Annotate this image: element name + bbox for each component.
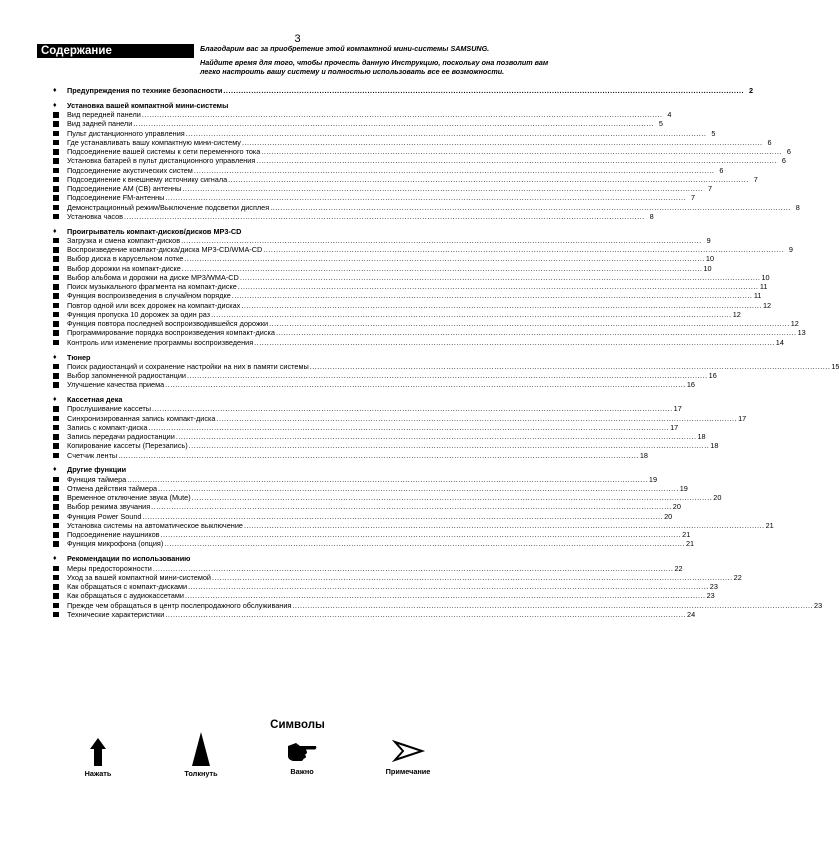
- toc-entry-label: Выбор режима звучания: [67, 502, 151, 512]
- toc-entry-label: Вид передней панели: [67, 110, 141, 120]
- toc-entry-label: Установка вашей компактной мини-системы: [67, 100, 229, 110]
- toc-page-number: 16: [708, 371, 717, 381]
- toc-entry: [53, 572, 742, 582]
- toc-entry: [53, 272, 770, 282]
- toc-leader-dots: ..............................................................................................................................................................................................................: [184, 591, 706, 601]
- toc-entry: [53, 202, 800, 212]
- toc-entry: [53, 211, 654, 221]
- page-number: 3: [294, 33, 301, 45]
- toc-entry-label: Как обращаться с компакт-дисками: [67, 582, 188, 592]
- toc-entry: [53, 441, 719, 451]
- toc-entry-label: Меры предосторожности: [67, 563, 152, 573]
- toc-page-number: 18: [697, 432, 706, 442]
- toc-section: [53, 395, 747, 460]
- intro-thanks: Благодарим вас за приобретение этой компактной мини-системы SAMSUNG.: [200, 44, 490, 53]
- toc-entry-label: Поиск музыкального фрагмента на компакт-диске: [67, 282, 237, 292]
- toc-page-number: 18: [710, 441, 719, 451]
- toc-page-number: 12: [790, 319, 799, 329]
- toc-entry: [53, 235, 711, 245]
- toc-leader-dots: ..............................................................................................................................................................................................................: [188, 441, 710, 451]
- toc-leader-dots: ..............................................................................................................................................................................................................: [118, 450, 639, 460]
- toc-entry: [53, 380, 695, 390]
- toc-page-number: 8: [649, 211, 654, 221]
- toc-page-number: 11: [753, 291, 762, 301]
- toc-entry-label: Пульт дистанционного управления: [67, 128, 185, 138]
- toc-entry-label: Функция Power Sound: [67, 511, 142, 521]
- toc-leader-dots: ..............................................................................................................................................................................................................: [127, 474, 648, 484]
- toc-entry: [53, 404, 682, 414]
- toc-leader-dots: ..............................................................................................................................................................................................................: [165, 380, 686, 390]
- toc-entry-label: Запись передачи радиостанции: [67, 432, 175, 442]
- toc-entry-label: Копирование кассеты (Перезапись): [67, 441, 188, 451]
- press-arrow-icon: [87, 737, 109, 767]
- toc-page-number: 22: [733, 572, 742, 582]
- diamond-bullet-icon: ♦: [53, 466, 57, 474]
- toc-heading: [53, 86, 754, 95]
- toc-page-number: 12: [732, 309, 741, 319]
- toc-entry: [53, 300, 772, 310]
- toc-heading: [53, 227, 445, 236]
- toc-page-number: 18: [639, 450, 648, 460]
- page-title: Содержание: [37, 44, 194, 58]
- toc-heading: [53, 395, 445, 404]
- square-bullet-icon: [53, 380, 63, 391]
- toc-entry: [53, 319, 799, 329]
- toc-page-number: 7: [690, 193, 696, 203]
- toc-leader-dots: ..............................................................................................................................................................................................................: [151, 502, 672, 512]
- toc-entry-label: Рекомендации по использованию: [67, 554, 191, 564]
- toc-leader-dots: ..............................................................................................................................................................................................................: [141, 110, 663, 120]
- toc-page-number: 13: [797, 328, 806, 338]
- toc-leader-dots: ..............................................................................................................................................................................................................: [148, 422, 670, 432]
- toc-section: [53, 86, 754, 95]
- toc-heading: [53, 353, 445, 362]
- toc-entry: [53, 582, 718, 592]
- toc-leader-dots: ..............................................................................................................................................................................................................: [160, 530, 682, 540]
- toc-leader-dots: ..............................................................................................................................................................................................................: [292, 600, 814, 610]
- toc-heading: [53, 101, 445, 110]
- toc-leader-dots: ..............................................................................................................................................................................................................: [263, 245, 784, 255]
- toc-page-number: 12: [762, 300, 772, 310]
- toc-page-number: 10: [761, 272, 770, 282]
- toc-entry-label: Подсоединение акустических систем: [67, 165, 193, 175]
- toc-entry-label: Контроль или изменение программы воспроизведения: [67, 337, 254, 347]
- toc-page-number: 5: [711, 128, 716, 138]
- diamond-bullet-icon: ♦: [53, 555, 57, 563]
- toc-entry-label: Выбор альбома и дорожки на диске MP3/WMA-CD: [67, 272, 239, 282]
- toc-entry: [53, 432, 706, 442]
- toc-entry: [53, 254, 715, 264]
- toc-page-number: 6: [767, 137, 772, 147]
- toc-entry: [53, 137, 772, 147]
- toc-entry: [53, 291, 762, 301]
- toc-page-number: 21: [682, 530, 691, 540]
- toc-leader-dots: ..............................................................................................................................................................................................................: [275, 328, 797, 338]
- toc-entry: [53, 413, 747, 423]
- toc-leader-dots: ..............................................................................................................................................................................................................: [241, 300, 762, 310]
- toc-page-number: 19: [679, 483, 688, 493]
- toc-entry: [53, 591, 715, 601]
- pointing-hand-icon: [286, 740, 318, 762]
- toc-section: [53, 226, 806, 347]
- toc-page-number: 20: [664, 511, 673, 521]
- toc-entry-label: Прослушивание кассеты: [67, 404, 151, 414]
- symbol-push: [176, 731, 226, 778]
- toc-entry: [53, 147, 791, 157]
- intro-instructions: Найдите время для того, чтобы прочесть данную Инструкцию, поскольку она позволит вам легко настроить вашу систему и полностью использовать все ее возможности.: [200, 58, 549, 76]
- toc-entry: [53, 128, 716, 138]
- toc-leader-dots: ..............................................................................................................................................................................................................: [188, 582, 709, 592]
- toc-section: [53, 100, 800, 221]
- toc-entry-label: Подсоединение наушников: [67, 530, 160, 540]
- toc-entry: [53, 337, 784, 347]
- toc-leader-dots: ..............................................................................................................................................................................................................: [185, 128, 707, 138]
- toc-entry-label: Установка часов: [67, 211, 124, 221]
- toc-entry-label: Демонстрационный режим/Выключение подсветки дисплея: [67, 202, 270, 212]
- toc-page-number: 5: [658, 119, 663, 129]
- symbol-important: [279, 740, 325, 776]
- toc-entry-label: Установка батарей в пульт дистанционного управления: [67, 156, 256, 166]
- toc-entry-label: Предупреждения по технике безопасности: [67, 86, 223, 95]
- toc-page-number: 6: [786, 147, 791, 157]
- toc-leader-dots: ..............................................................................................................................................................................................................: [211, 309, 732, 319]
- symbols-title: Символы: [270, 719, 325, 731]
- toc-page-number: 17: [670, 422, 679, 432]
- square-bullet-icon: [53, 610, 63, 621]
- toc-entry: [53, 110, 672, 120]
- toc-page-number: 6: [781, 156, 786, 166]
- diamond-bullet-icon: ♦: [53, 396, 57, 404]
- toc-entry-label: Функция таймера: [67, 474, 127, 484]
- toc-section: [53, 554, 823, 619]
- toc-entry: [53, 530, 691, 540]
- toc-entry-label: Тюнер: [67, 352, 91, 362]
- toc-leader-dots: ..............................................................................................................................................................................................................: [256, 156, 777, 166]
- toc-entry-label: Функция воспроизведения в случайном порядке: [67, 291, 231, 301]
- toc-page-number: 23: [814, 600, 823, 610]
- toc-leader-dots: ..............................................................................................................................................................................................................: [152, 404, 673, 414]
- toc-leader-dots: ..............................................................................................................................................................................................................: [231, 291, 753, 301]
- toc-leader-dots: ..............................................................................................................................................................................................................: [175, 432, 697, 442]
- toc-leader-dots: ..............................................................................................................................................................................................................: [223, 86, 745, 95]
- diamond-bullet-icon: ♦: [53, 87, 57, 94]
- toc-heading: [53, 465, 445, 474]
- toc-leader-dots: ..............................................................................................................................................................................................................: [239, 272, 761, 282]
- toc-leader-dots: ..............................................................................................................................................................................................................: [165, 193, 687, 203]
- toc-page-number: 16: [686, 380, 695, 390]
- toc-page-number: 14: [775, 337, 784, 347]
- push-triangle-icon: [190, 731, 212, 767]
- toc-page-number: 23: [709, 582, 718, 592]
- toc-entry-label: Проигрыватель компакт-дисков/дисков MP3-CD: [67, 226, 242, 236]
- toc-page-number: 9: [706, 235, 711, 245]
- toc-entry: [53, 483, 688, 493]
- toc-entry: [53, 474, 658, 484]
- toc-leader-dots: ..............................................................................................................................................................................................................: [187, 371, 708, 381]
- toc-entry-label: Подсоединение к внешнему источнику сигнала: [67, 174, 228, 184]
- toc-entry-label: Запись с компакт-диска: [67, 422, 148, 432]
- toc-entry: [53, 450, 648, 460]
- toc-leader-dots: ..............................................................................................................................................................................................................: [142, 511, 664, 521]
- toc-entry-label: Подсоединение FM-антенны: [67, 193, 165, 203]
- toc-page-number: 20: [672, 502, 681, 512]
- toc-leader-dots: ..............................................................................................................................................................................................................: [237, 282, 759, 292]
- toc-page-number: 22: [674, 563, 683, 573]
- toc-leader-dots: ..............................................................................................................................................................................................................: [152, 563, 674, 573]
- toc-entry: [53, 511, 673, 521]
- square-bullet-icon: [53, 451, 63, 462]
- symbol-important-label: Важно: [290, 767, 314, 776]
- toc-entry-label: Другие функции: [67, 465, 127, 475]
- toc-leader-dots: ..............................................................................................................................................................................................................: [216, 413, 738, 423]
- toc-entry-label: Отмена действия таймера: [67, 483, 158, 493]
- toc-entry: [53, 165, 724, 175]
- toc-entry: [53, 309, 741, 319]
- toc-page-number: 9: [788, 245, 793, 255]
- toc-leader-dots: ..............................................................................................................................................................................................................: [193, 165, 715, 175]
- toc-entry: [53, 422, 679, 432]
- toc-leader-dots: ..............................................................................................................................................................................................................: [184, 254, 705, 264]
- toc-entry-label: Программирование порядка воспроизведения компакт-диска: [67, 328, 275, 338]
- symbol-press: [72, 737, 124, 778]
- toc-entry-label: Вид задней панели: [67, 119, 133, 129]
- toc-entry-label: Кассетная дека: [67, 395, 123, 405]
- toc-entry: [53, 563, 683, 573]
- toc-entry-label: Временное отключение звука (Mute): [67, 493, 191, 503]
- note-arrow-icon: [393, 740, 423, 762]
- title-rule: [37, 57, 194, 58]
- toc-page-number: 7: [707, 184, 713, 194]
- toc-leader-dots: ..............................................................................................................................................................................................................: [158, 483, 679, 493]
- toc-page-number: 17: [673, 404, 682, 414]
- symbol-note-label: Примечание: [385, 767, 431, 776]
- toc-leader-dots: ..............................................................................................................................................................................................................: [181, 263, 703, 273]
- toc-leader-dots: ..............................................................................................................................................................................................................: [228, 174, 749, 184]
- toc-entry-label: Где устанавливать вашу компактную мини-систему: [67, 137, 241, 147]
- toc-section: [53, 352, 839, 390]
- toc-entry: [53, 609, 696, 619]
- toc-entry-label: Функция пропуска 10 дорожек за один раз: [67, 309, 211, 319]
- toc-entry: [53, 156, 786, 166]
- toc-entry: [53, 193, 696, 203]
- toc-page-number: 23: [706, 591, 715, 601]
- square-bullet-icon: [53, 539, 63, 550]
- toc-leader-dots: ..............................................................................................................................................................................................................: [133, 119, 654, 129]
- diamond-bullet-icon: ♦: [53, 353, 57, 361]
- toc-page-number: 6: [719, 165, 724, 175]
- toc-entry: [53, 361, 839, 371]
- toc-leader-dots: ..............................................................................................................................................................................................................: [269, 319, 790, 329]
- toc-entry: [53, 282, 768, 292]
- toc-page-number: 8: [795, 202, 800, 212]
- diamond-bullet-icon: ♦: [53, 101, 57, 109]
- toc-leader-dots: ..............................................................................................................................................................................................................: [181, 235, 702, 245]
- toc-page-number: 19: [648, 474, 658, 484]
- square-bullet-icon: [53, 338, 63, 349]
- toc-entry-label: Подсоединение вашей системы к сети переменного тока: [67, 147, 261, 157]
- toc-leader-dots: ..............................................................................................................................................................................................................: [182, 184, 704, 194]
- toc-leader-dots: ..............................................................................................................................................................................................................: [243, 520, 765, 530]
- toc-leader-dots: ..............................................................................................................................................................................................................: [212, 572, 733, 582]
- toc-entry-label: Выбор запомненной радиостанции: [67, 371, 187, 381]
- toc-entry-label: Улучшение качества приема: [67, 380, 165, 390]
- square-bullet-icon: [53, 212, 63, 223]
- toc-leader-dots: ..............................................................................................................................................................................................................: [164, 539, 685, 549]
- toc-entry-label: Воспроизведение компакт-диска/диска MP3-CD/WMA-CD: [67, 245, 263, 255]
- toc-entry-label: Как обращаться с аудиокассетами: [67, 591, 184, 601]
- diamond-bullet-icon: ♦: [53, 227, 57, 235]
- toc-page-number: 15: [831, 361, 839, 371]
- toc-entry: [53, 245, 793, 255]
- toc-entry: [53, 520, 774, 530]
- toc-entry: [53, 539, 695, 549]
- toc-page-number: 7: [753, 174, 758, 184]
- toc-entry-label: Установка системы на автоматическое выключение: [67, 520, 243, 530]
- toc-page-number: 10: [705, 254, 715, 264]
- toc-page-number: 2: [748, 86, 754, 95]
- toc-entry-label: Синхронизированная запись компакт-диска: [67, 413, 216, 423]
- toc-leader-dots: ..............................................................................................................................................................................................................: [165, 609, 687, 619]
- toc-entry: [53, 263, 712, 273]
- toc-leader-dots: ..............................................................................................................................................................................................................: [254, 337, 775, 347]
- toc-entry-label: Поиск радиостанций и сохранение настройки на них в памяти системы: [67, 361, 309, 371]
- toc-entry-label: Выбор дорожки на компакт-диске: [67, 263, 181, 273]
- toc-page-number: 4: [667, 110, 672, 120]
- toc-heading: [53, 554, 445, 563]
- toc-page-number: 10: [703, 263, 712, 273]
- toc-leader-dots: ..............................................................................................................................................................................................................: [309, 361, 831, 371]
- symbol-note: [376, 740, 440, 776]
- toc-leader-dots: ..............................................................................................................................................................................................................: [191, 493, 713, 503]
- toc-page-number: 24: [687, 609, 696, 619]
- toc-entry: [53, 493, 722, 503]
- toc-entry-label: Выбор диска в карусельном лотке: [67, 254, 184, 264]
- toc-entry-label: Повтор одной или всех дорожек на компакт-дисках: [67, 300, 241, 310]
- toc-entry: [53, 371, 717, 381]
- toc-leader-dots: ..............................................................................................................................................................................................................: [270, 202, 791, 212]
- symbol-press-label: Нажать: [84, 769, 112, 778]
- toc-leader-dots: ..............................................................................................................................................................................................................: [124, 211, 645, 221]
- toc-page-number: 17: [738, 413, 747, 423]
- toc-entry: [53, 328, 806, 338]
- toc-entry: [53, 174, 758, 184]
- toc-entry: [53, 119, 663, 129]
- toc-entry-label: Счетчик ленты: [67, 450, 118, 460]
- toc-entry: [53, 184, 713, 194]
- toc-entry: [53, 600, 823, 610]
- symbol-push-label: Толкнуть: [184, 769, 218, 778]
- toc-entry-label: Подсоединение АМ (СВ) антенны: [67, 184, 182, 194]
- toc-page-number: 21: [685, 539, 695, 549]
- toc-entry-label: Уход за вашей компактной мини-системой: [67, 572, 211, 582]
- toc-entry: [53, 502, 681, 512]
- toc-page-number: 21: [765, 520, 774, 530]
- toc-leader-dots: ..............................................................................................................................................................................................................: [241, 137, 763, 147]
- toc-section: [53, 465, 774, 549]
- toc-entry-label: Функция микрофона (опция): [67, 539, 164, 549]
- toc-page-number: 11: [759, 282, 768, 292]
- toc-entry-label: Функция повтора последней воспроизводившейся дорожки: [67, 319, 269, 329]
- toc-leader-dots: ..............................................................................................................................................................................................................: [261, 147, 782, 157]
- toc-entry-label: Прежде чем обращаться в центр послепродажного обслуживания: [67, 600, 292, 610]
- toc-entry-label: Технические характеристики: [67, 609, 165, 619]
- toc-entry-label: Загрузка и смена компакт-дисков: [67, 235, 181, 245]
- toc-page-number: 20: [713, 493, 722, 503]
- table-of-contents: [53, 86, 839, 625]
